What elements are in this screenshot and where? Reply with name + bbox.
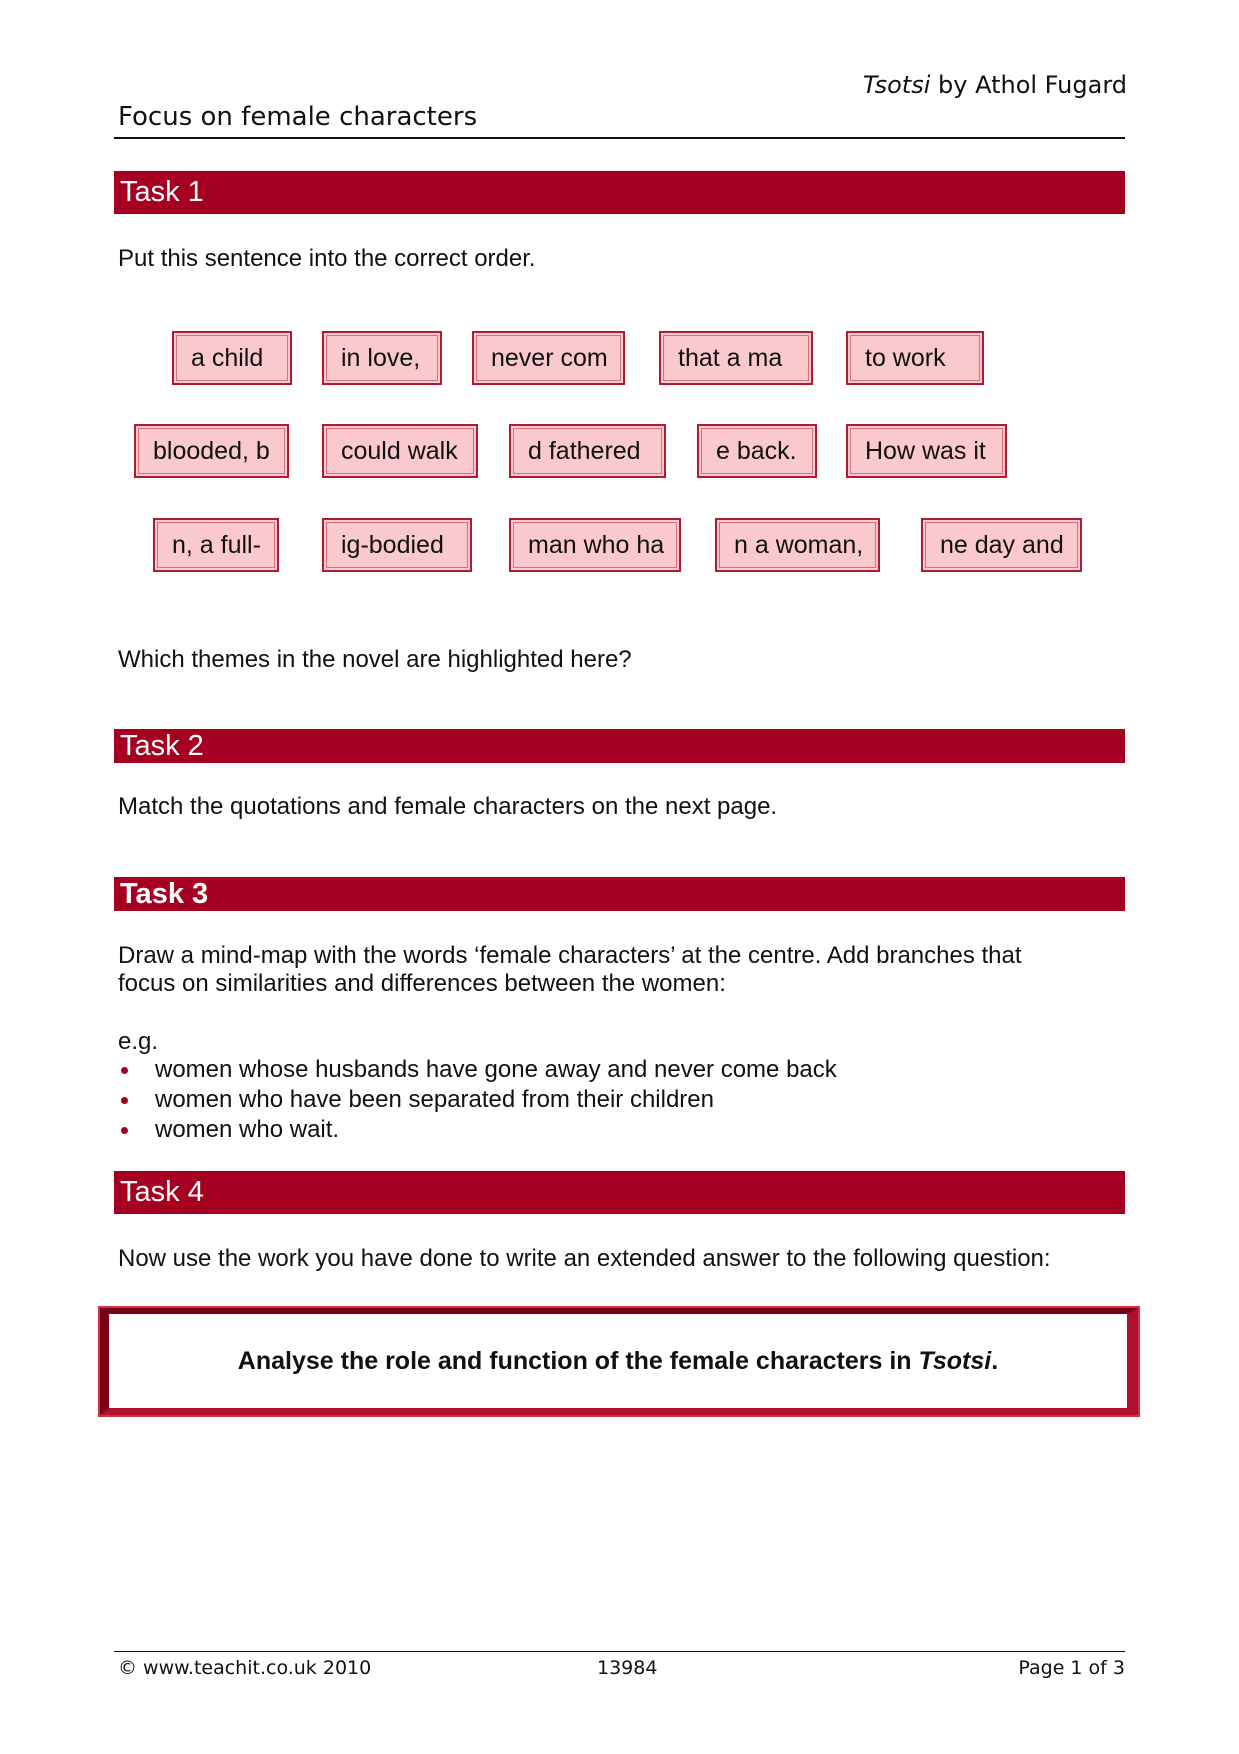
word-card[interactable]: that a ma — [659, 331, 813, 385]
book-title: Tsotsi — [862, 71, 931, 99]
footer-page-number: Page 1 of 3 — [1018, 1657, 1125, 1679]
word-card[interactable]: to work — [846, 331, 984, 385]
essay-question-end: . — [991, 1347, 999, 1375]
word-card[interactable]: in love, — [322, 331, 442, 385]
word-card[interactable]: ne day and — [921, 518, 1082, 572]
list-item — [118, 1085, 837, 1115]
word-card[interactable]: could walk — [322, 424, 478, 478]
task3-instruction-line2: focus on similarities and differences between the women: — [118, 970, 726, 997]
book-title-author — [863, 71, 1127, 99]
word-card[interactable]: n a woman, — [715, 518, 880, 572]
worksheet-title: Focus on female characters — [118, 102, 478, 132]
header-divider — [114, 137, 1125, 139]
list-item — [118, 1115, 837, 1145]
essay-question-text: Analyse the role and function of the female characters in — [237, 1347, 919, 1375]
word-card[interactable]: a child — [172, 331, 292, 385]
word-card[interactable]: e back. — [697, 424, 817, 478]
task4-heading: Task 4 — [114, 1171, 1125, 1214]
list-item — [118, 1055, 837, 1085]
task2-instruction: Match the quotations and female characters on the next page. — [118, 793, 778, 820]
task1-question: Which themes in the novel are highlighted here? — [118, 646, 632, 673]
footer-resource-code: 13984 — [597, 1657, 658, 1679]
task3-bullet-list — [118, 1055, 837, 1145]
bullet-icon — [121, 1067, 128, 1074]
word-card[interactable]: n, a full- — [153, 518, 279, 572]
task3-instruction-line1: Draw a mind-map with the words ‘female characters’ at the centre. Add branches that — [118, 942, 1022, 969]
word-card[interactable]: man who ha — [509, 518, 681, 572]
footer-divider — [114, 1651, 1125, 1652]
list-item-text: women who wait. — [155, 1116, 340, 1143]
list-item-text: women whose husbands have gone away and never come back — [155, 1056, 837, 1083]
essay-question-box — [100, 1308, 1138, 1415]
essay-question — [109, 1347, 1127, 1376]
task3-heading: Task 3 — [114, 877, 1125, 911]
footer-copyright: © www.teachit.co.uk 2010 — [118, 1657, 372, 1679]
essay-question-title: Tsotsi — [918, 1347, 992, 1375]
author-text: by Athol Fugard — [930, 71, 1127, 99]
bullet-icon — [121, 1127, 128, 1134]
word-card[interactable]: d fathered — [509, 424, 666, 478]
bullet-icon — [121, 1097, 128, 1104]
task4-instruction: Now use the work you have done to write an extended answer to the following question: — [118, 1245, 1051, 1272]
task2-heading: Task 2 — [114, 729, 1125, 763]
word-card[interactable]: never com — [472, 331, 625, 385]
word-card[interactable]: blooded, b — [134, 424, 289, 478]
task1-instruction: Put this sentence into the correct order. — [118, 245, 536, 272]
list-item-text: women who have been separated from their children — [155, 1086, 714, 1113]
word-card[interactable]: How was it — [846, 424, 1007, 478]
task1-heading: Task 1 — [114, 171, 1125, 214]
word-card[interactable]: ig-bodied — [322, 518, 472, 572]
task3-eg-label: e.g. — [118, 1028, 159, 1055]
